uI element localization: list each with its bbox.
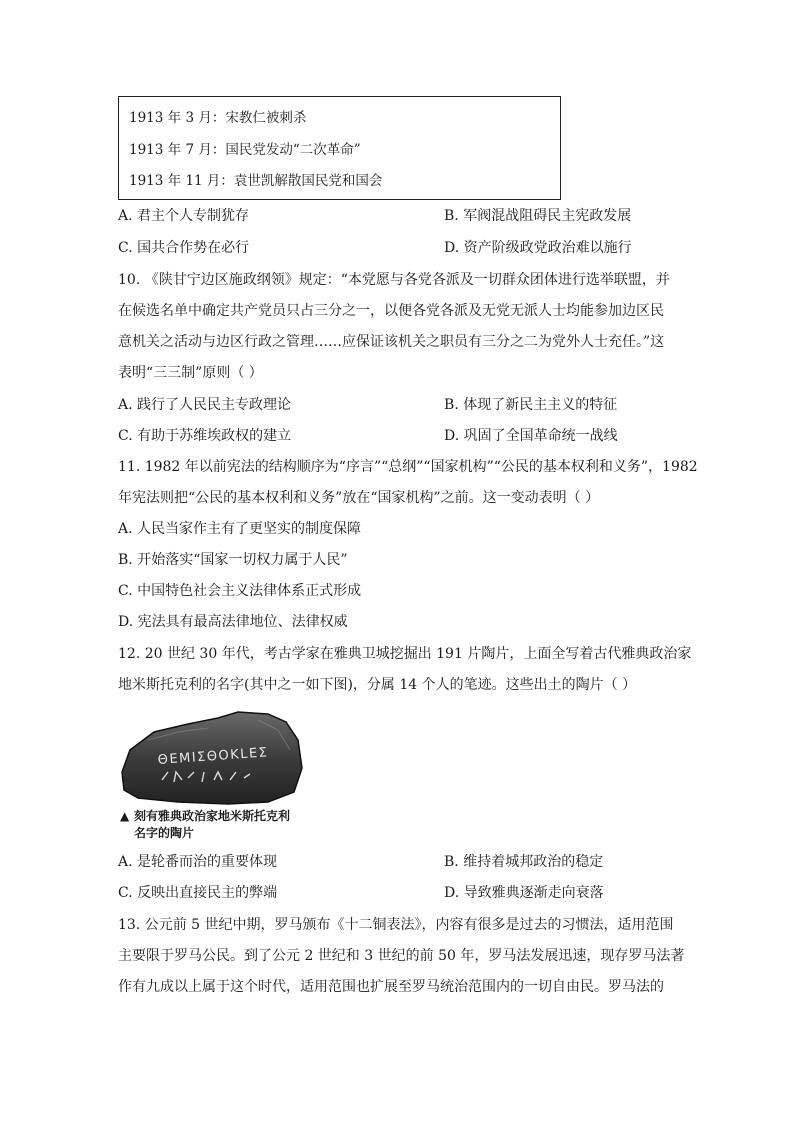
q11-option-d: D. 宪法具有最高法律地位、法律权威 bbox=[118, 614, 348, 630]
q12-stem-line: 12. 20 世纪 30 年代，考古学家在雅典卫城挖掘出 191 片陶片，上面全写着古代雅典政治家 bbox=[118, 646, 692, 662]
q10-stem-line: 表明“三三制”原则（ ） bbox=[118, 365, 263, 381]
q10-stem-line: 在候选名单中确定共产党员只占三分之一，以便各党各派及无党无派人士均能参加边区民 bbox=[118, 303, 664, 319]
q12-option-c: C. 反映出直接民主的弊端 bbox=[118, 885, 278, 901]
q13-stem-line: 13. 公元前 5 世纪中期，罗马颁布《十二铜表法》，内容有很多是过去的习惯法，适用范围 bbox=[118, 917, 674, 933]
q10-option-b: B. 体现了新民主主义的特征 bbox=[444, 397, 618, 413]
q9-option-c: C. 国共合作势在必行 bbox=[118, 240, 250, 256]
q10-option-d: D. 巩固了全国革命统一战线 bbox=[444, 428, 618, 444]
q11-option-c: C. 中国特色社会主义法律体系正式形成 bbox=[118, 583, 362, 599]
q11-option-b: B. 开始落实“国家一切权力属于人民” bbox=[118, 552, 348, 568]
timeline-item: 1913 年 11 月：袁世凯解散国民党和国会 bbox=[129, 173, 383, 189]
q10-stem-line: 意机关之活动与边区行政之管理……应保证该机关之职员有三分之二为党外人士充任。”这 bbox=[118, 334, 665, 350]
q12-stem-line: 地米斯托克利的名字(其中之一如下图)，分属 14 个人的笔迹。这些出土的陶片（ ） bbox=[118, 677, 637, 693]
q13-stem-line: 主要限于罗马公民。到了公元 2 世纪和 3 世纪的前 50 年，罗马法发展迅速，现存罗马法著 bbox=[118, 948, 685, 964]
timeline-item: 1913 年 3 月：宋教仁被刺杀 bbox=[129, 110, 307, 126]
image-caption-line: 刻有雅典政治家地米斯托克利 bbox=[134, 809, 291, 823]
q9-option-a: A. 君主个人专制犹存 bbox=[118, 208, 250, 224]
q11-stem-line: 11. 1982 年以前宪法的结构顺序为“序言”“总纲”“国家机构”“公民的基本权利和义务”，1982 bbox=[118, 459, 698, 475]
image-caption-line: 名字的陶片 bbox=[134, 826, 195, 840]
q11-stem-line: 年宪法则把“公民的基本权利和义务”放在“国家机构”之前。这一变动表明（ ） bbox=[118, 490, 600, 506]
q9-option-b: B. 军阀混战阻碍民主宪政发展 bbox=[444, 208, 632, 224]
timeline-box bbox=[118, 96, 561, 200]
image-caption bbox=[120, 808, 320, 842]
q12-option-a: A. 是轮番而治的重要体现 bbox=[118, 854, 278, 870]
q13-stem-line: 作有九成以上属于这个时代，适用范围也扩展至罗马统治范围内的一切自由民。罗马法的 bbox=[118, 979, 664, 995]
timeline-item: 1913 年 7 月：国民党发动“二次革命” bbox=[129, 142, 361, 158]
q10-option-c: C. 有助于苏维埃政权的建立 bbox=[118, 428, 292, 444]
q10-stem-line: 10. 《陕甘宁边区施政纲领》规定：“本党愿与各党各派及一切群众团体进行选举联盟，并 bbox=[118, 272, 670, 288]
q9-option-d: D. 资产阶级政党政治难以施行 bbox=[444, 240, 632, 256]
q12-option-b: B. 维持着城邦政治的稳定 bbox=[444, 854, 604, 870]
ostracon-inscription: ΘEMIΣΘOKLEΣ bbox=[157, 745, 269, 768]
triangle-icon: ▲ bbox=[120, 809, 130, 823]
q10-option-a: A. 践行了人民民主专政理论 bbox=[118, 397, 292, 413]
q12-option-d: D. 导致雅典逐渐走向衰落 bbox=[444, 885, 604, 901]
ostracon-image bbox=[118, 710, 304, 806]
q11-option-a: A. 人民当家作主有了更坚实的制度保障 bbox=[118, 521, 362, 537]
